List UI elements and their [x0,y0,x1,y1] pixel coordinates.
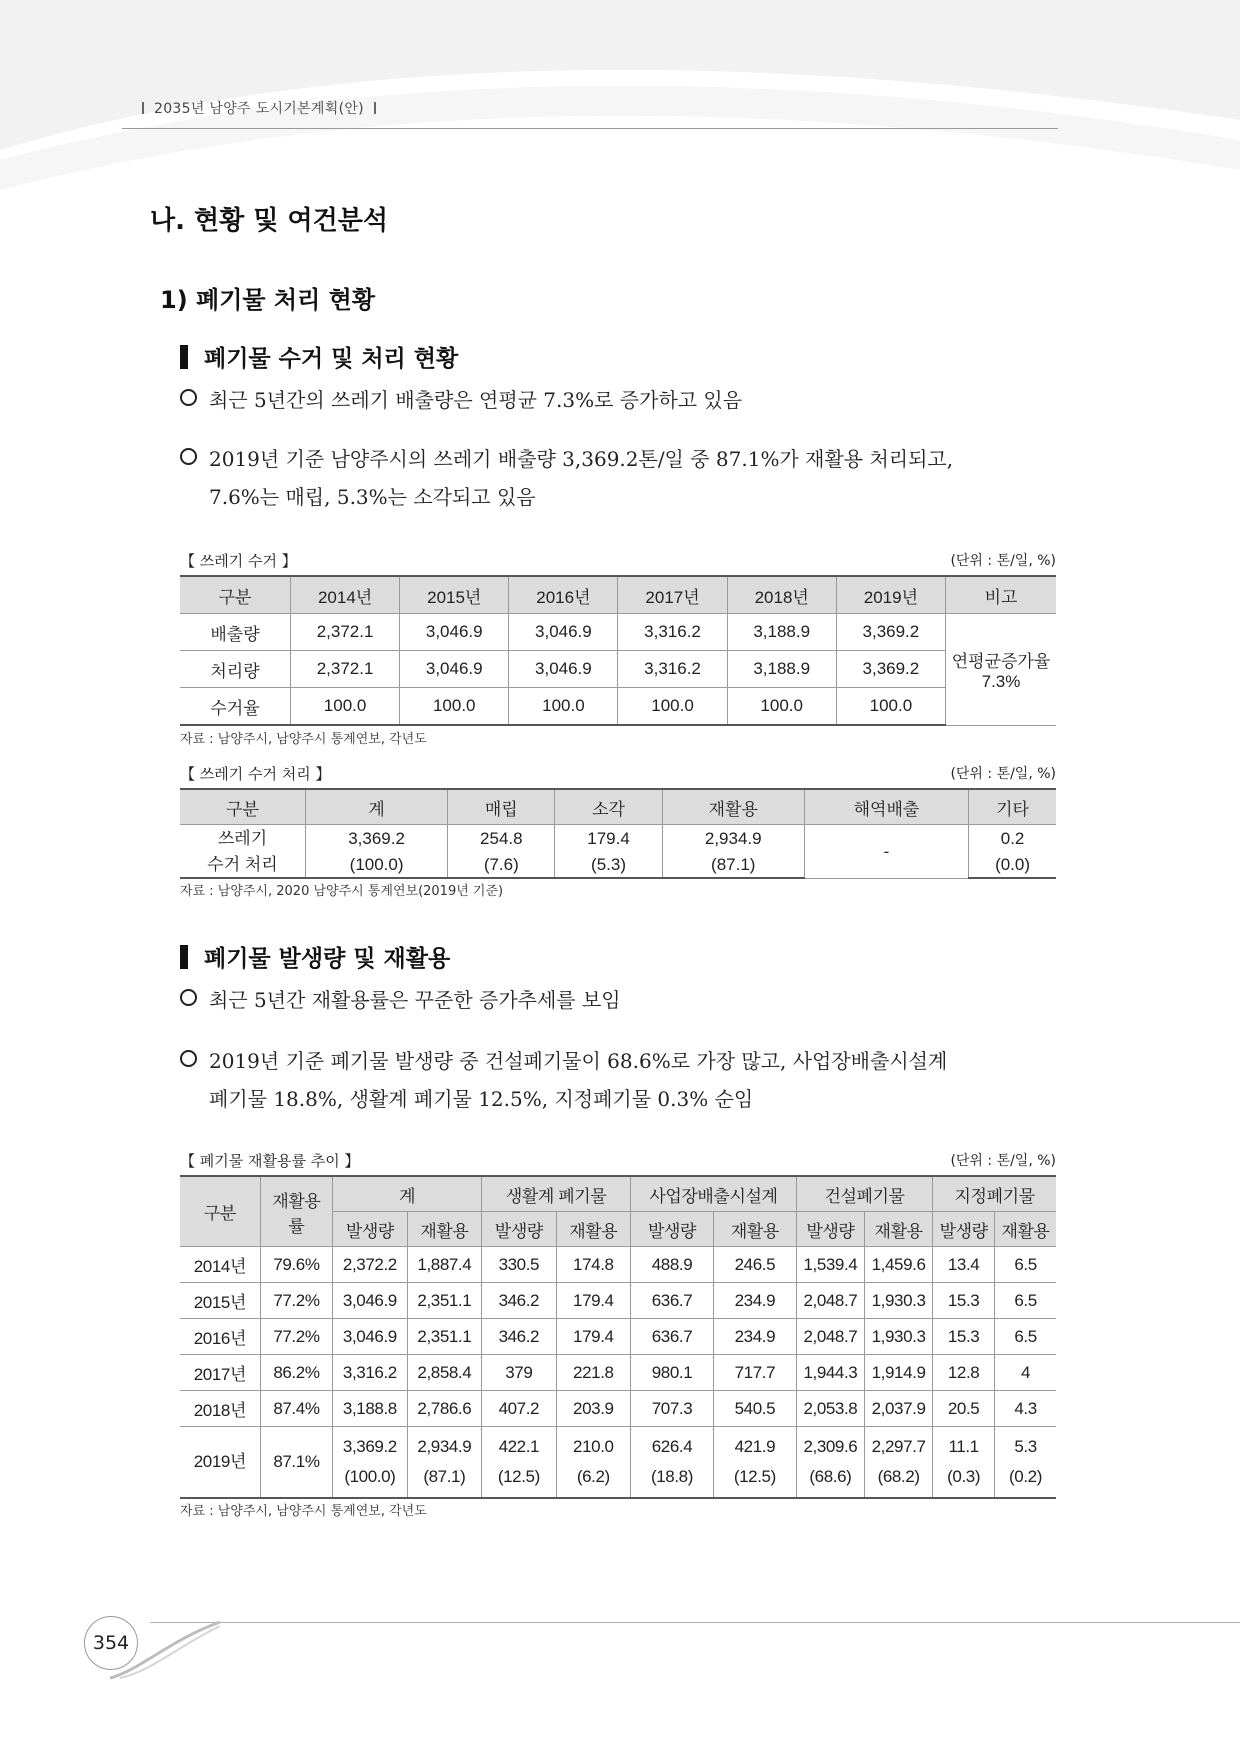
table-cell: (7.6) [448,851,555,878]
group-header-cell: 사업장배출시설계 [631,1176,797,1212]
table-cell: 100.0 [836,688,945,726]
table-cell: 2,351.1 [407,1319,481,1355]
bullet-item [180,1042,1060,1118]
table-cell: 100.0 [400,688,509,726]
table-cell [407,1427,481,1499]
subheader-cell: 발생량 [333,1212,407,1247]
subheader-cell: 발생량 [482,1212,556,1247]
table-header-cell: 계 [306,789,448,825]
table-cell: 636.7 [631,1283,714,1319]
year-cell: 2019년 [180,1427,260,1499]
table-header-row [180,1176,1056,1212]
table-cell: (5.3) [555,851,662,878]
row-label: 처리량 [180,651,291,688]
running-header [132,98,386,118]
header-bar-right [374,102,376,114]
subheader-cell: 발생량 [796,1212,864,1247]
table-cell [333,1427,407,1499]
table-cell: 2,858.4 [407,1355,481,1391]
table-cell: 3,046.9 [333,1283,407,1319]
table-row [180,614,1056,651]
table-row [180,825,1056,852]
table-cell: 100.0 [727,688,836,726]
table-header-cell: 소각 [555,789,662,825]
table-cell: 2,048.7 [796,1283,864,1319]
topic1-heading: 폐기물 수거 및 처리 현황 [204,346,459,372]
header-line: 재활용 [272,1191,321,1211]
row-label: 배출량 [180,614,291,651]
table-header-cell: 재활용 [662,789,804,825]
table2-caption [180,763,1056,784]
table-cell: (100.0) [306,851,448,878]
table-cell: 2,786.6 [407,1391,481,1427]
bullet-text: 2019년 기준 남양주시의 쓰레기 배출량 3,369.2톤/일 중 87.1%가 재활용 처리되고, [209,447,954,471]
table-cell: 3,369.2 [306,825,448,852]
table-cell: 3,046.9 [400,651,509,688]
table3-source: 자료 : 남양주시, 남양주시 통계연보, 각년도 [180,1504,427,1519]
rate-cell: 77.2% [260,1283,332,1319]
table-cell: 246.5 [713,1247,796,1283]
table1-unit: (단위 : 톤/일, %) [950,553,1056,569]
waste-collection-table [180,575,1056,726]
value: 626.4 [651,1437,693,1456]
table-cell: 6.5 [995,1319,1056,1355]
table-cell [713,1427,796,1499]
subheader-cell: 재활용 [407,1212,481,1247]
table-header-cell: 비고 [946,576,1057,614]
table-row [180,1283,1056,1319]
topic-heading-collection [180,340,458,373]
circle-bullet-icon [180,1050,197,1067]
table-cell: 379 [482,1355,556,1391]
table2-title: 【 쓰레기 수거 처리 】 [180,765,331,783]
value: 11.1 [948,1437,979,1456]
bullet-text: 2019년 기준 폐기물 발생량 중 건설폐기물이 68.6%로 가장 많고, 사업장배출시설계 [209,1049,948,1073]
table-header-cell: 2018년 [727,576,836,614]
header-bar-left [142,102,144,114]
table-row [180,688,1056,726]
table-header-cell: 2015년 [400,576,509,614]
value: 2,934.9 [417,1437,472,1456]
header-line: 률 [288,1216,305,1236]
bullet-text-continued: 7.6%는 매립, 5.3%는 소각되고 있음 [209,485,536,509]
table-header-cell: 2014년 [291,576,400,614]
table-cell: 2,372.1 [291,651,400,688]
table-cell: 3,316.2 [618,651,727,688]
table-header-row [180,789,1056,825]
row-label: 수거율 [180,688,291,726]
table2-source: 자료 : 남양주시, 2020 남양주시 통계연보(2019년 기준) [180,884,504,899]
table-header-cell: 구분 [180,789,306,825]
table-cell: 540.5 [713,1391,796,1427]
table-cell: 3,316.2 [333,1355,407,1391]
table-cell: 346.2 [482,1319,556,1355]
table-cell: 179.4 [556,1319,630,1355]
value: 421.9 [734,1437,776,1456]
table-cell [482,1427,556,1499]
topic2-heading: 폐기물 발생량 및 재활용 [204,946,451,972]
percent: (18.8) [650,1467,693,1486]
table-row [180,1247,1056,1283]
subheader-cell: 재활용 [713,1212,796,1247]
table-header-cell: 2016년 [509,576,618,614]
value: 210.0 [573,1437,614,1456]
table-cell: 980.1 [631,1355,714,1391]
subsection-title: 1) 폐기물 처리 현황 [160,286,376,314]
table-header-cell: 2019년 [836,576,945,614]
table-cell: 707.3 [631,1391,714,1427]
table-cell: 1,459.6 [865,1247,933,1283]
heading-marker [180,945,188,969]
table1-caption [180,550,1056,571]
table-cell: 100.0 [509,688,618,726]
table1-source: 자료 : 남양주시, 남양주시 통계연보, 각년도 [180,732,427,747]
table-header-cell: 매립 [448,789,555,825]
table-cell: 1,930.3 [865,1283,933,1319]
subheader-cell: 재활용 [995,1212,1056,1247]
table-cell: 3,316.2 [618,614,727,651]
circle-bullet-icon [180,389,197,406]
table-cell: 2,053.8 [796,1391,864,1427]
table-row [180,1391,1056,1427]
percent: (100.0) [344,1467,396,1486]
row-label: 쓰레기 [180,825,306,852]
percent: (12.5) [733,1467,776,1486]
table-cell: 3,046.9 [509,614,618,651]
table-cell: 3,046.9 [509,651,618,688]
rate-cell: 77.2% [260,1319,332,1355]
running-title: 2035년 남양주 도시기본계획(안) [154,101,364,117]
group-header-cell: 생활계 폐기물 [482,1176,631,1212]
note-line: 7.3% [981,671,1021,691]
page-number: 354 [84,1616,138,1670]
group-header-cell: 지정폐기물 [933,1176,1056,1212]
table-cell: 15.3 [933,1283,995,1319]
circle-bullet-icon [180,448,197,465]
table-cell: 3,188.9 [727,651,836,688]
table-cell: 2,048.7 [796,1319,864,1355]
table-cell: 174.8 [556,1247,630,1283]
header-rule [122,128,1058,129]
table-cell: 3,369.2 [836,614,945,651]
table-cell: 15.3 [933,1319,995,1355]
table-cell: 346.2 [482,1283,556,1319]
table-cell: 6.5 [995,1283,1056,1319]
table-cell: 234.9 [713,1283,796,1319]
note-line: 연평균증가율 [951,651,1051,671]
percent: (12.5) [497,1467,540,1486]
table-cell: 12.8 [933,1355,995,1391]
row-label: 수거 처리 [180,851,306,878]
table-header-cell [260,1176,332,1247]
percent: (6.2) [576,1467,610,1486]
rate-cell: 87.1% [260,1427,332,1499]
group-header-cell: 계 [333,1176,482,1212]
subheader-cell: 재활용 [865,1212,933,1247]
table-cell: 4.3 [995,1391,1056,1427]
rate-cell: 87.4% [260,1391,332,1427]
waste-treatment-table [180,788,1056,879]
table-cell: 179.4 [556,1283,630,1319]
table-cell: 1,887.4 [407,1247,481,1283]
table-header-cell: 해역배출 [804,789,968,825]
table-header-cell: 구분 [180,576,291,614]
table-cell: 2,372.1 [291,614,400,651]
table-cell [631,1427,714,1499]
percent: (68.2) [877,1467,920,1486]
table-cell: 1,539.4 [796,1247,864,1283]
bullet-item [180,381,1060,419]
year-cell: 2014년 [180,1247,260,1283]
subheader-cell: 재활용 [556,1212,630,1247]
percent: (68.6) [809,1467,852,1486]
table-cell: 3,188.9 [727,614,836,651]
table-cell: 488.9 [631,1247,714,1283]
value: 5.3 [1014,1437,1037,1456]
table-cell: 330.5 [482,1247,556,1283]
bullet-item [180,981,1060,1019]
table3-caption [180,1150,1056,1171]
value: 422.1 [498,1437,540,1456]
table-cell: 1,930.3 [865,1319,933,1355]
subheader-cell: 발생량 [933,1212,995,1247]
year-cell: 2015년 [180,1283,260,1319]
recycling-rate-table [180,1175,1056,1499]
table-cell: (87.1) [662,851,804,878]
table-cell: 717.7 [713,1355,796,1391]
bullet-text: 최근 5년간 재활용률은 꾸준한 증가추세를 보임 [209,988,621,1012]
table-cell: 221.8 [556,1355,630,1391]
subheader-cell: 발생량 [631,1212,714,1247]
table-cell: - [804,825,968,879]
table-cell [556,1427,630,1499]
bullet-text-continued: 폐기물 18.8%, 생활계 폐기물 12.5%, 지정폐기물 0.3% 순임 [209,1087,754,1111]
table-cell: 13.4 [933,1247,995,1283]
table-header-cell: 기타 [969,789,1056,825]
table-cell: 3,046.9 [333,1319,407,1355]
value: 2,309.6 [803,1437,858,1456]
year-cell: 2017년 [180,1355,260,1391]
table-row [180,1355,1056,1391]
table-cell: 6.5 [995,1247,1056,1283]
table-cell: 636.7 [631,1319,714,1355]
table-cell: 234.9 [713,1319,796,1355]
table-header-row [180,576,1056,614]
table-cell [933,1427,995,1499]
value: 2,297.7 [871,1437,926,1456]
table-cell [796,1427,864,1499]
table-row [180,651,1056,688]
table-header-cell: 구분 [180,1176,260,1247]
percent: (87.1) [423,1467,466,1486]
rate-cell: 79.6% [260,1247,332,1283]
section-title: 나. 현황 및 여건분석 [150,206,388,236]
table-cell: 3,188.8 [333,1391,407,1427]
year-cell: 2016년 [180,1319,260,1355]
table-cell [995,1427,1056,1499]
table-cell: 3,369.2 [836,651,945,688]
table2-unit: (단위 : 톤/일, %) [950,766,1056,782]
table-cell: 2,934.9 [662,825,804,852]
table-cell: 100.0 [618,688,727,726]
table-cell: 2,037.9 [865,1391,933,1427]
bullet-item [180,440,1060,516]
table-cell: 179.4 [555,825,662,852]
table3-title: 【 폐기물 재활용률 추이 】 [180,1152,360,1170]
table-cell [865,1427,933,1499]
table-cell: 1,944.3 [796,1355,864,1391]
table-cell: 0.2 [969,825,1056,852]
table1-title: 【 쓰레기 수거 】 [180,552,297,570]
table-cell: 1,914.9 [865,1355,933,1391]
table3-unit: (단위 : 톤/일, %) [950,1153,1056,1169]
footer-rule [150,1622,1240,1623]
table-cell: 3,046.9 [400,614,509,651]
value: 3,369.2 [342,1437,397,1456]
table-cell: (0.0) [969,851,1056,878]
percent: (0.2) [1009,1467,1043,1486]
year-cell: 2018년 [180,1391,260,1427]
note-cell [946,614,1057,726]
table-cell: 2,372.2 [333,1247,407,1283]
table-header-cell: 2017년 [618,576,727,614]
rate-cell: 86.2% [260,1355,332,1391]
topic-heading-recycling [180,940,450,973]
table-cell: 4 [995,1355,1056,1391]
heading-marker [180,345,188,369]
table-cell: 254.8 [448,825,555,852]
table-cell: 203.9 [556,1391,630,1427]
table-cell: 20.5 [933,1391,995,1427]
table-row [180,1427,1056,1499]
circle-bullet-icon [180,989,197,1006]
percent: (0.3) [947,1467,981,1486]
table-cell: 100.0 [291,688,400,726]
table-cell: 2,351.1 [407,1283,481,1319]
bullet-text: 최근 5년간의 쓰레기 배출량은 연평균 7.3%로 증가하고 있음 [209,388,743,412]
table-cell: 407.2 [482,1391,556,1427]
group-header-cell: 건설폐기물 [796,1176,932,1212]
table-row [180,1319,1056,1355]
